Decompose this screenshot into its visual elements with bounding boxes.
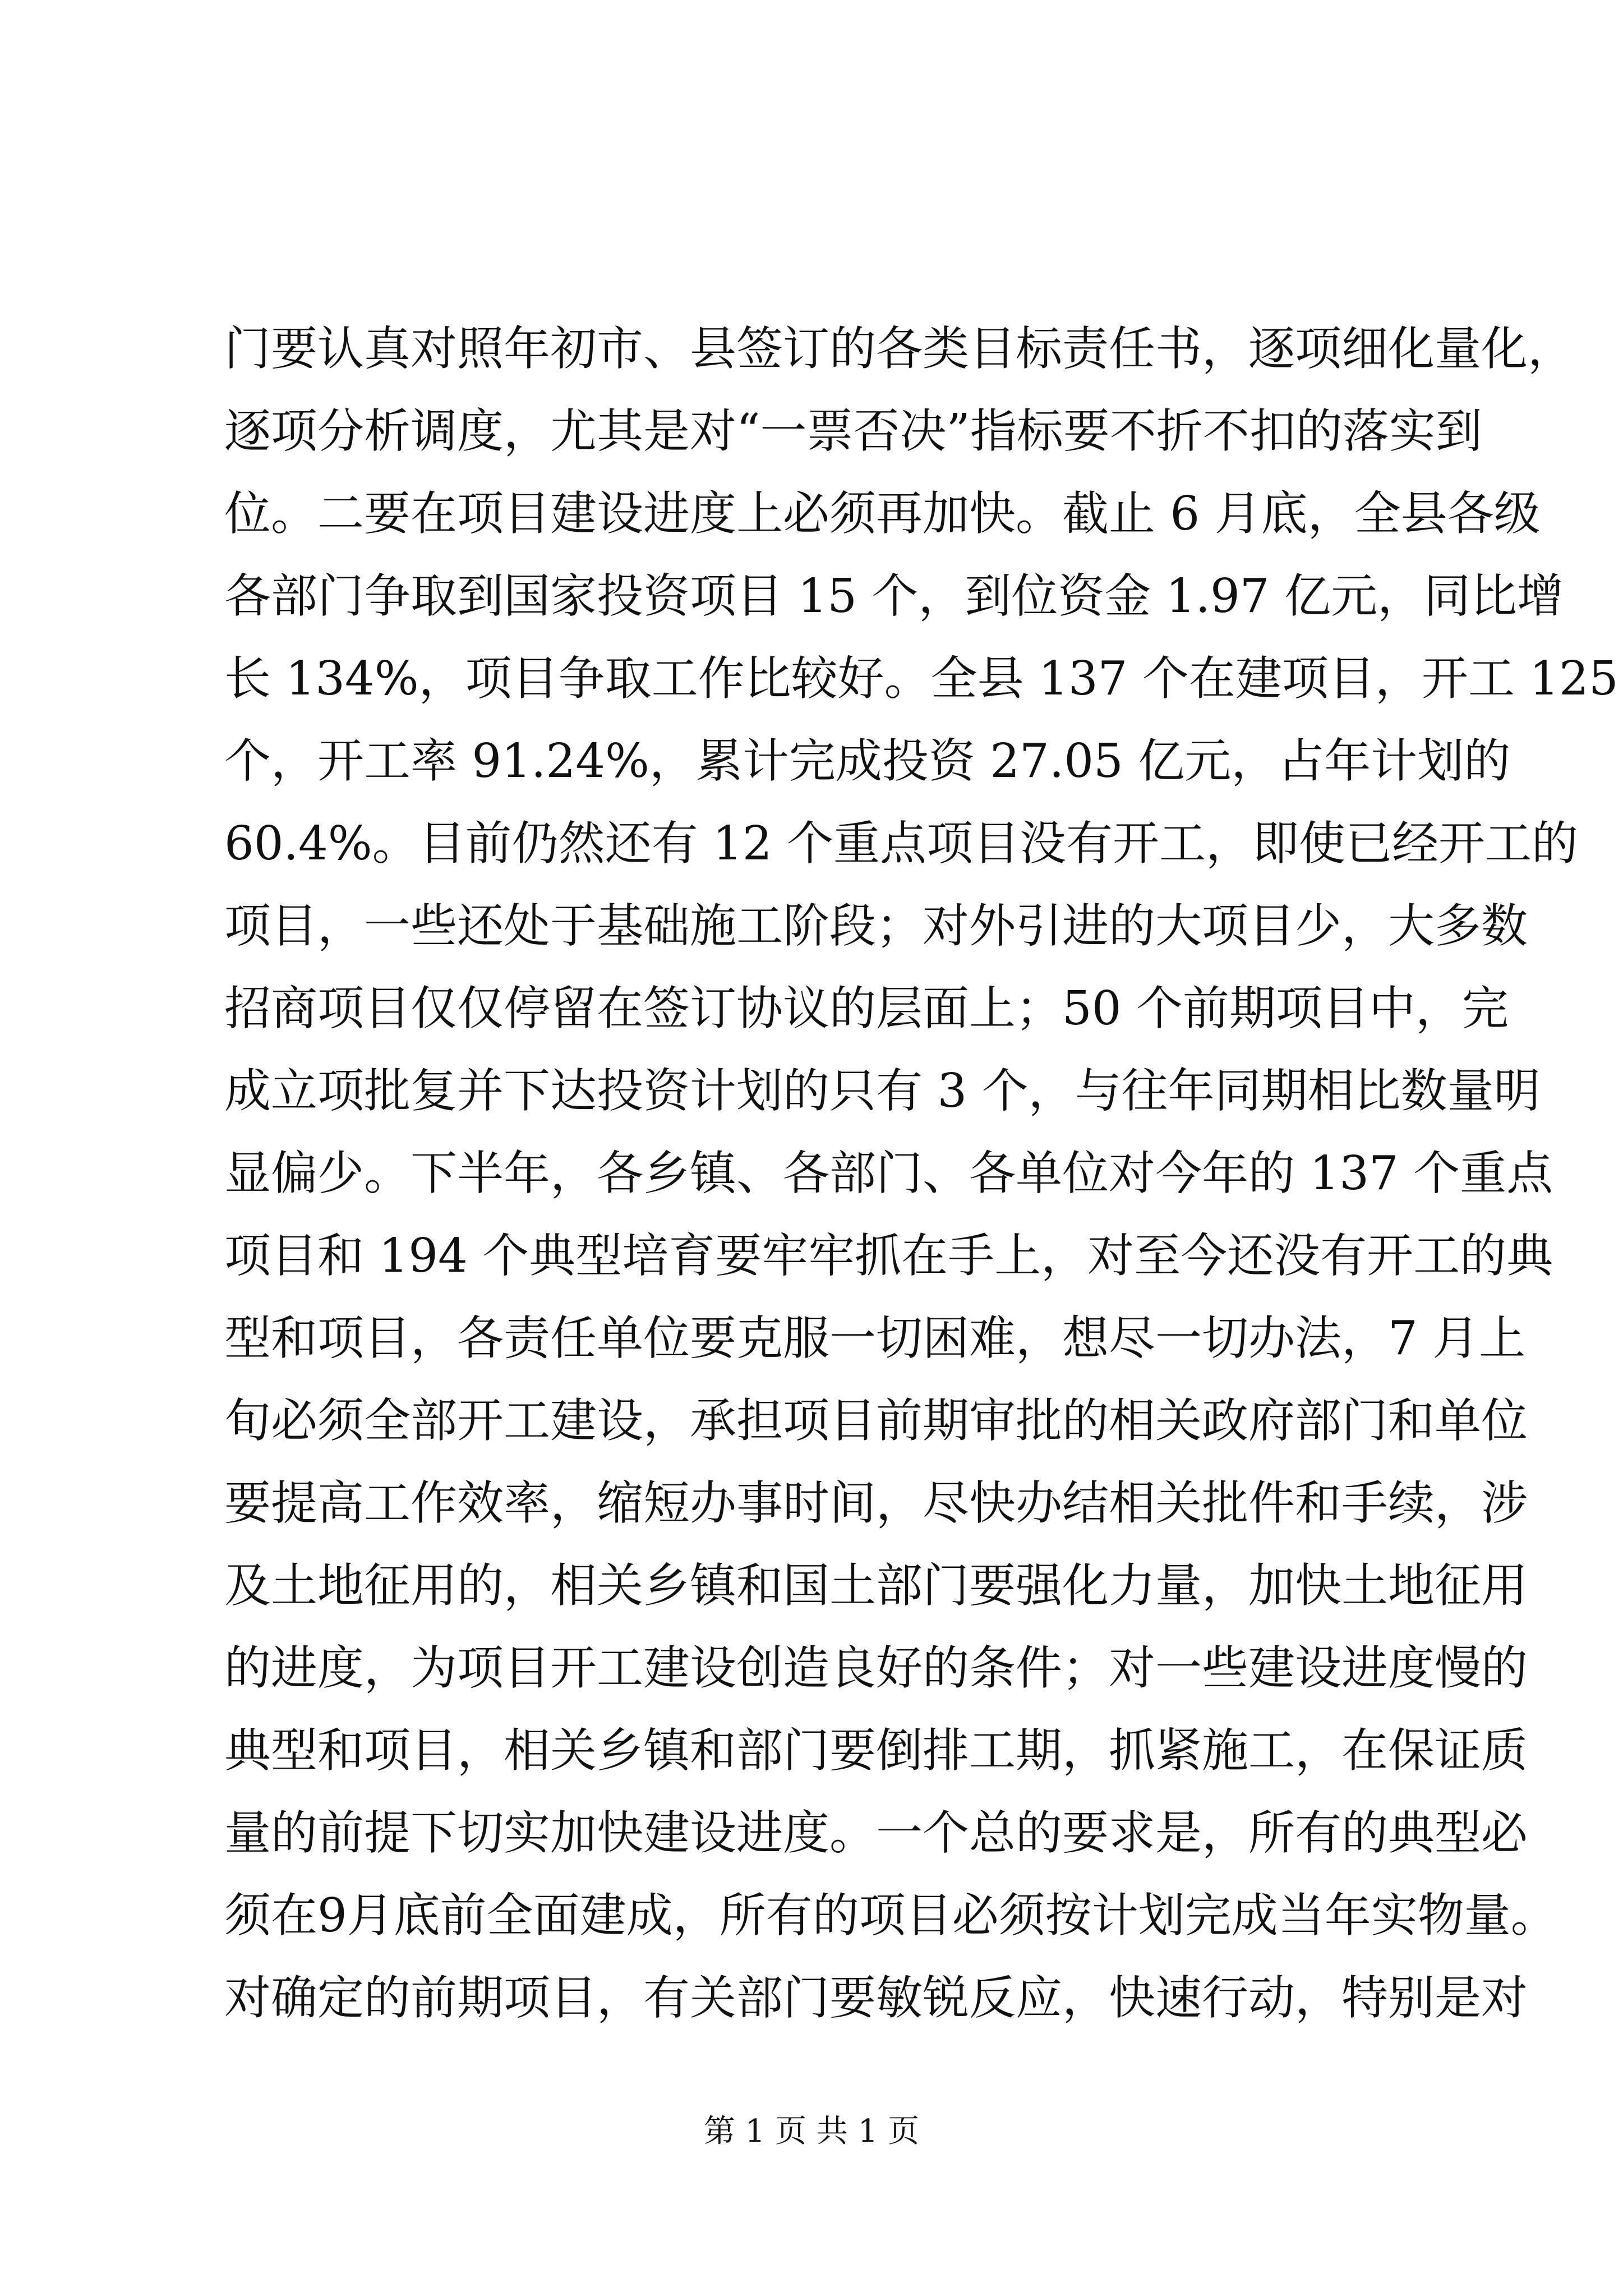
text-line: 旬必须全部开工建设，承担项目前期审批的相关政府部门和单位 <box>224 1393 1528 1448</box>
text-line: 须在9月底前全面建成，所有的项目必须按计划完成当年实物量。 <box>224 1888 1557 1943</box>
text-line: 位。二要在项目建设进度上必须再加快。截止 6 月底，全县各级 <box>224 486 1541 541</box>
text-line: 对确定的前期项目，有关部门要敏锐反应，快速行动，特别是对 <box>224 1971 1528 2025</box>
page-number-label: 第 1 页 共 1 页 <box>703 2113 920 2150</box>
text-line: 显偏少。下半年，各乡镇、各部门、各单位对今年的 137 个重点 <box>224 1146 1553 1200</box>
text-line: 典型和项目，相关乡镇和部门要倒排工期，抓紧施工，在保证质 <box>224 1723 1528 1778</box>
text-line: 项目和 194 个典型培育要牢牢抓在手上，对至今还没有开工的典 <box>224 1228 1553 1283</box>
text-line: 量的前提下切实加快建设进度。一个总的要求是，所有的典型必 <box>224 1806 1528 1860</box>
text-line: 个，开工率 91.24%，累计完成投资 27.05 亿元，占年计划的 <box>224 734 1511 788</box>
body-paragraph <box>224 307 1619 2039</box>
text-line: 的进度，为项目开工建设创造良好的条件；对一些建设进度慢的 <box>224 1641 1528 1695</box>
text-line: 招商项目仅仅停留在签订协议的层面上；50 个前期项目中，完 <box>224 981 1509 1036</box>
text-line: 门要认真对照年初市、县签订的各类目标责任书，逐项细化量化， <box>224 321 1574 376</box>
text-line: 各部门争取到国家投资项目 15 个，到位资金 1.97 亿元，同比增 <box>224 569 1564 623</box>
text-line: 型和项目，各责任单位要克服一切困难，想尽一切办法，7 月上 <box>224 1311 1526 1365</box>
text-line: 要提高工作效率，缩短办事时间，尽快办结相关批件和手续，涉 <box>224 1476 1528 1530</box>
page-footer <box>0 2109 1623 2154</box>
text-line: 项目，一些还处于基础施工阶段；对外引进的大项目少，大多数 <box>224 899 1528 953</box>
text-line: 及土地征用的，相关乡镇和国土部门要强化力量，加快土地征用 <box>224 1558 1528 1613</box>
text-line: 60.4%。目前仍然还有 12 个重点项目没有开工，即使已经开工的 <box>224 816 1579 871</box>
text-line: 逐项分析调度，尤其是对“一票否决”指标要不折不扣的落实到 <box>224 404 1482 458</box>
text-line: 成立项批复并下达投资计划的只有 3 个，与往年同期相比数量明 <box>224 1064 1541 1118</box>
text-line: 长 134%，项目争取工作比较好。全县 137 个在建项目，开工 125 <box>224 651 1619 706</box>
